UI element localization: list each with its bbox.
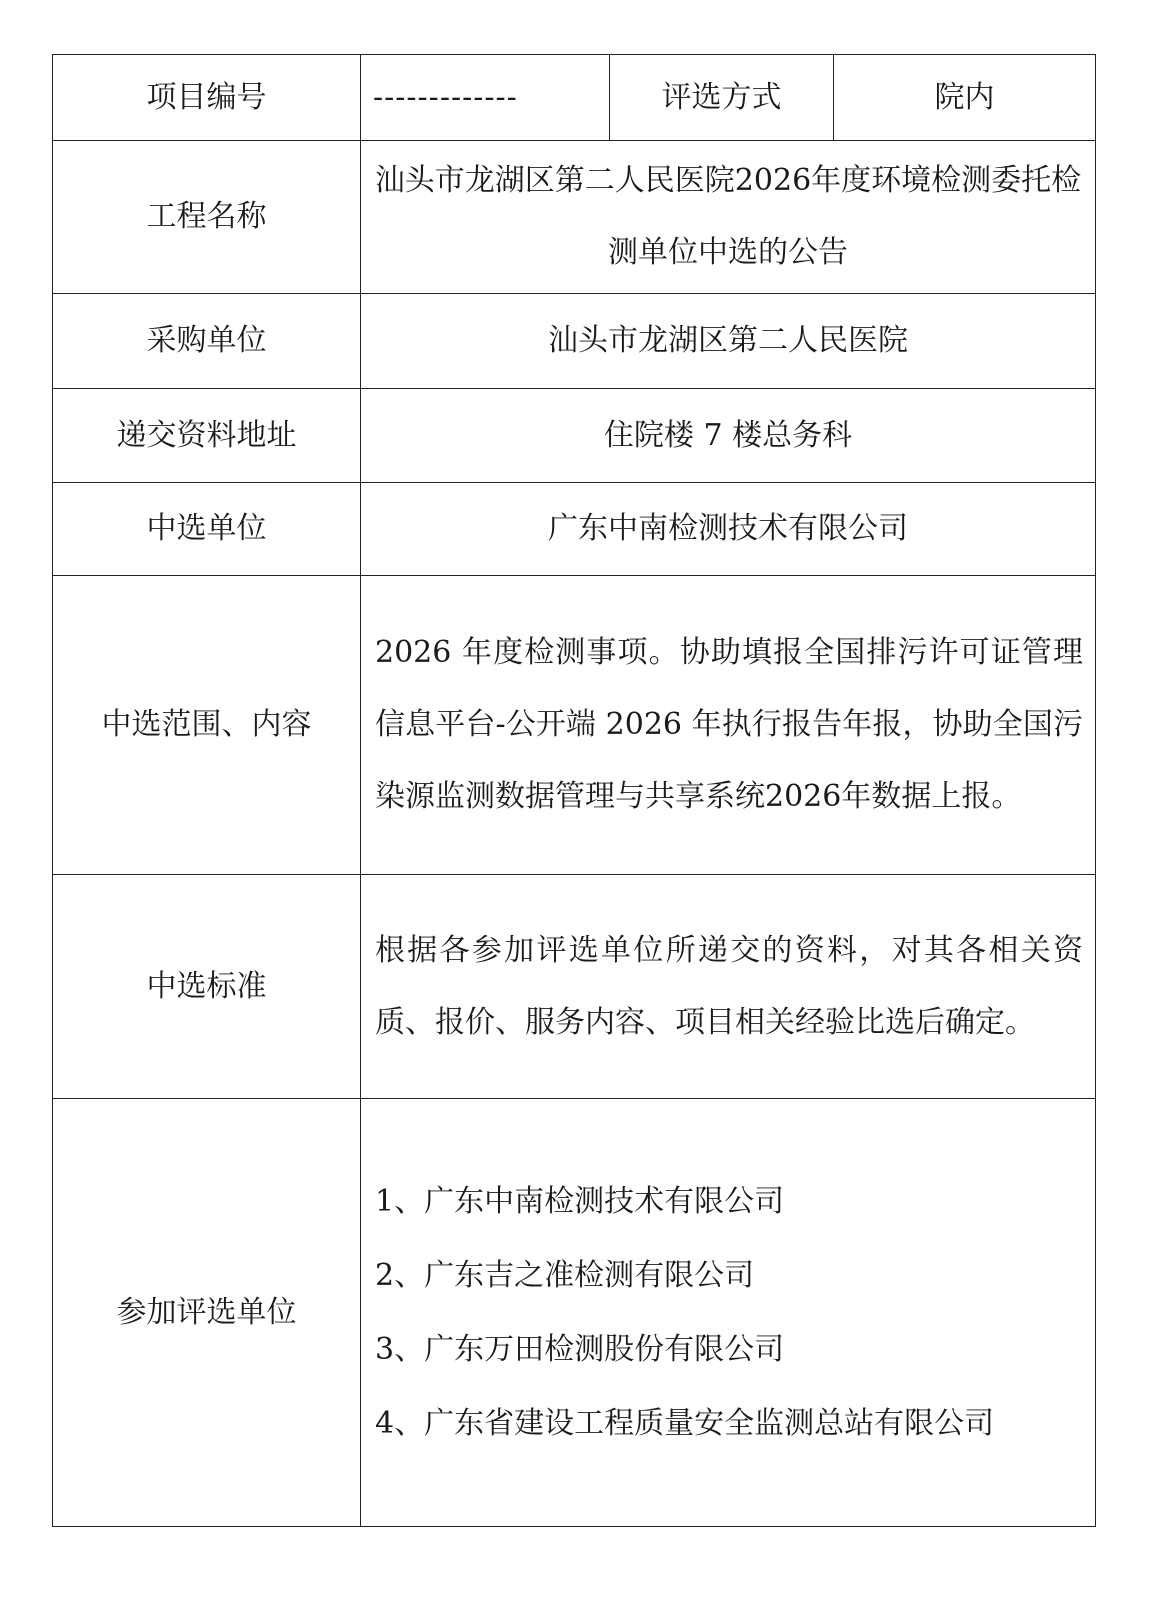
participant-item: 1、广东中南检测技术有限公司 <box>375 1183 785 1219</box>
row-project-no <box>53 55 1096 141</box>
row-purchaser <box>53 294 1096 389</box>
announcement-table <box>52 54 1096 1527</box>
row-winner <box>53 483 1096 576</box>
row-criteria <box>53 875 1096 1099</box>
participant-item: 3、广东万田检测股份有限公司 <box>375 1331 785 1367</box>
criteria-value: 根据各参加评选单位所递交的资料，对其各相关资质、报价、服务内容、项目相关经验比选后确定。 <box>361 875 1096 1099</box>
scope-label: 中选范围、内容 <box>53 576 361 875</box>
participant-item: 2、广东吉之准检测有限公司 <box>375 1257 755 1293</box>
winner-label: 中选单位 <box>53 483 361 576</box>
participants-list <box>361 1165 1095 1461</box>
row-scope <box>53 576 1096 875</box>
selection-method-value: 院内 <box>834 55 1096 141</box>
purchaser-label: 采购单位 <box>53 294 361 389</box>
participants-cell <box>361 1099 1096 1527</box>
project-name-label: 工程名称 <box>53 141 361 294</box>
purchaser-value: 汕头市龙湖区第二人民医院 <box>361 294 1096 389</box>
participant-item: 4、广东省建设工程质量安全监测总站有限公司 <box>375 1405 995 1441</box>
selection-method-label: 评选方式 <box>610 55 834 141</box>
row-submit-address <box>53 389 1096 483</box>
project-name-value: 汕头市龙湖区第二人民医院2026年度环境检测委托检测单位中选的公告 <box>361 141 1096 294</box>
project-no-label: 项目编号 <box>53 55 361 141</box>
winner-value: 广东中南检测技术有限公司 <box>361 483 1096 576</box>
submit-address-value: 住院楼 7 楼总务科 <box>361 389 1096 483</box>
scope-value: 2026 年度检测事项。协助填报全国排污许可证管理信息平台-公开端 2026 年执行报告年报，协助全国污染源监测数据管理与共享系统2026年数据上报。 <box>361 576 1096 875</box>
row-participants <box>53 1099 1096 1527</box>
submit-address-label: 递交资料地址 <box>53 389 361 483</box>
criteria-label: 中选标准 <box>53 875 361 1099</box>
row-project-name <box>53 141 1096 294</box>
project-no-value: ------------- <box>361 55 610 141</box>
participants-label: 参加评选单位 <box>53 1099 361 1527</box>
